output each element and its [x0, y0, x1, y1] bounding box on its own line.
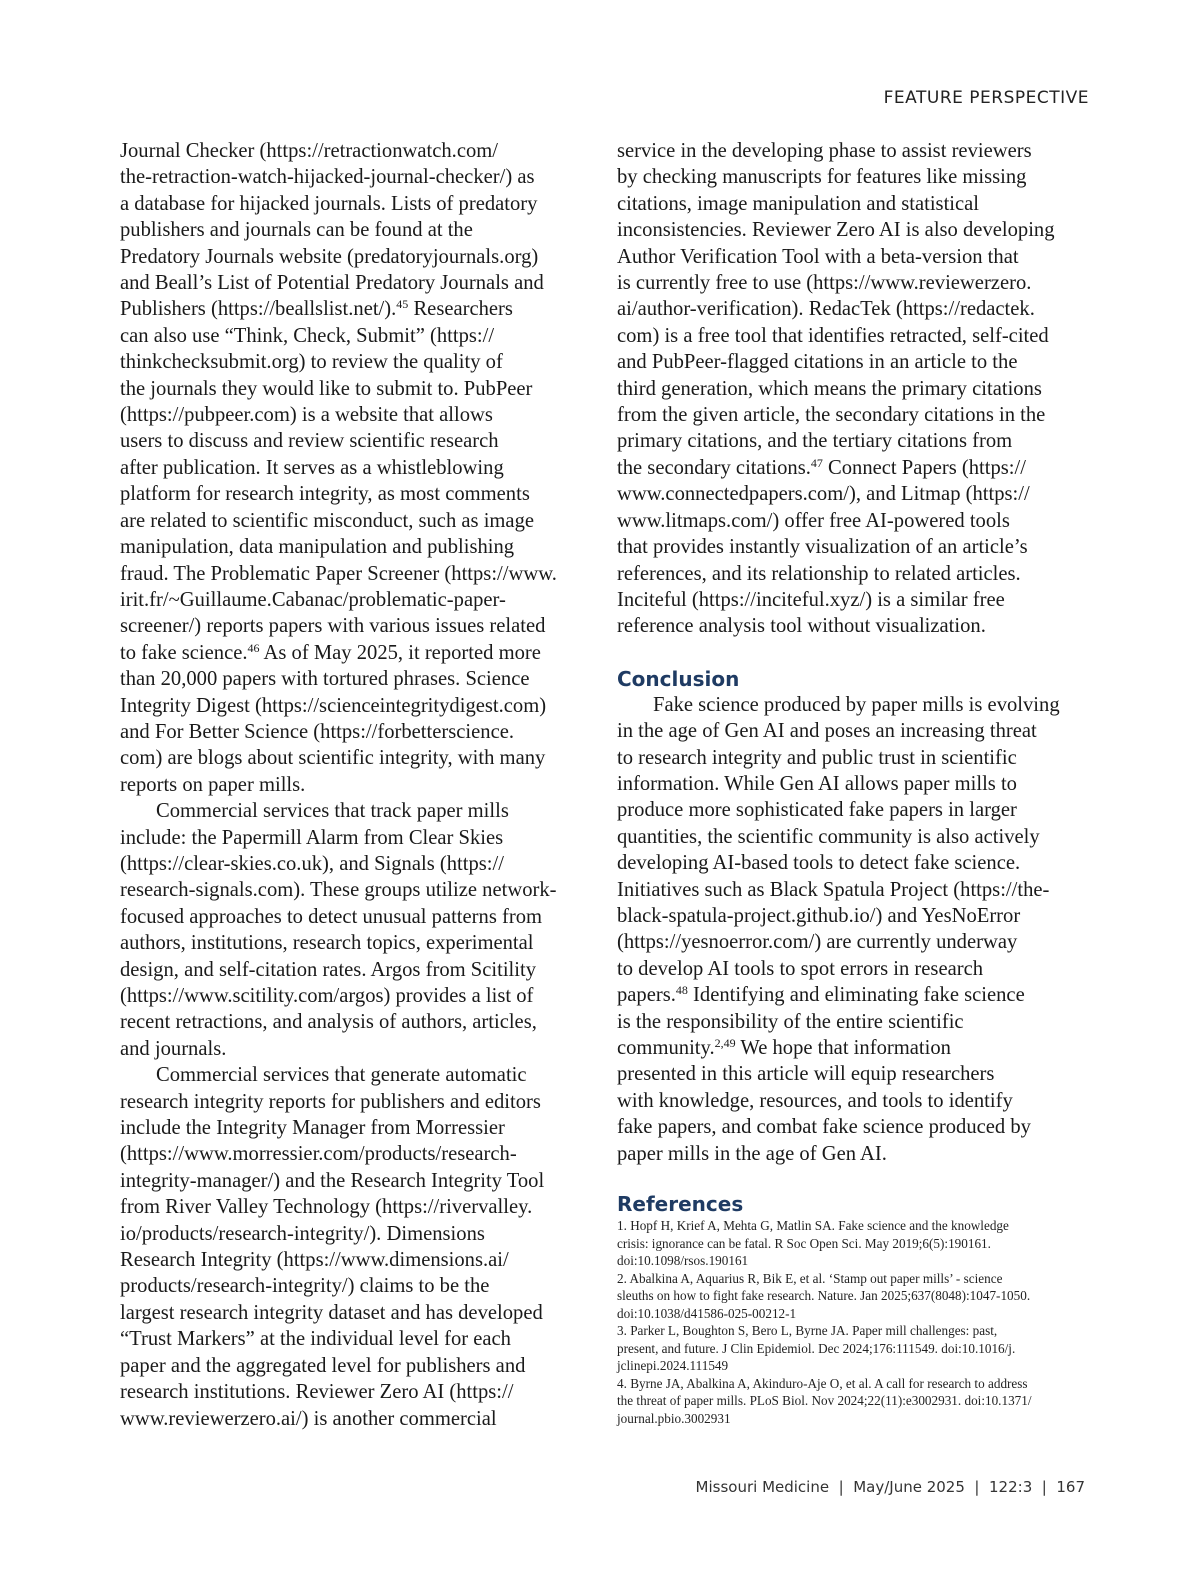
citation-sup: 2,49 [714, 1036, 736, 1050]
section-label: FEATURE PERSPECTIVE [883, 88, 1089, 108]
text: Fake science produced by paper mills is evolving in the age of Gen AI and poses an increasing threat to research integrity and public trust in scientific information. While Gen AI allows paper mills to produce more sophisticated fake papers in larger quantities, the scientific community is also actively developing AI-based tools to detect fake science. Initiatives such as Black Spatula Project (https://the- black-spatula-project.github.io/) and YesNoError (https://yesnoerror.com/) are currently underway to develop AI tools to spot errors in research papers. [617, 693, 1060, 1007]
citation-sup: 46 [247, 640, 260, 655]
text: Identifying and eliminating fake science is the responsibility of the entire scientific community. [617, 984, 1025, 1059]
paragraph-commercial-reports: Commercial services that generate automatic research integrity reports for publishers and editors include the Integrity Manager from Morressier (https://www.morressier.com/products/research- integrity-manager/) and the Research Integrity Tool from River Valley Technology (https://rivervalley. io/products/research-integrity/). Dimensions Research Integrity (https://www.dimensions.ai/ products/research-integrity/) claims to be the largest research integrity dataset and has developed “Trust Markers” at the individual level for each paper and the aggregated level for publishers and research institutions. Reviewer Zero AI (https:// www.reviewerzero.ai/) is another commercial [120, 1064, 545, 1430]
citation-sup: 47 [810, 455, 823, 470]
footer-citation: Missouri Medicine | May/June 2025 | 122:3 | 167 [695, 1478, 1085, 1496]
reference-item: 1. Hopf H, Krief A, Mehta G, Matlin SA. Fake science and the knowledge crisis: ignorance can be fatal. R Soc Open Sci. May 2019;6(5):190161. doi:10.1098/rsos.190161 [617, 1218, 1009, 1269]
conclusion-heading: Conclusion [617, 666, 740, 691]
paragraph-hijacked-journals [120, 138, 580, 798]
citation-sup: 48 [675, 983, 688, 998]
text: Researchers can also use “Think, Check, Submit” (https:// thinkchecksubmit.org) to review the quality of the journals they would like to submit to. PubPeer (https://pubpeer.com) is a website that allows users to discuss and review scientific research after publication. It serves as a whistleblowing platform for research integrity, as most comments are related to scientific misconduct, such as image manipulation, data manipulation and publishing fraud. The Problematic Paper Screener (https://www. irit.fr/~Guillaume.Cabanac/problematic-paper- screener/) reports papers with various issues related to fake science. [120, 298, 557, 664]
paragraph-conclusion [617, 692, 1067, 1167]
text: As of May 2025, it reported more than 20,000 papers with tortured phrases. Science Integrity Digest (https://scienceintegritydigest.com) and For Better Science (https://forbetterscience. com) are blogs about scientific integrity, with many reports on paper mills. [120, 641, 547, 796]
reference-item: 3. Parker L, Boughton S, Bero L, Byrne JA. Paper mill challenges: past, present, and future. J Clin Epidemiol. Dec 2024;176:111549. doi:10.1016/j. jclinepi.2024.111549 [617, 1323, 1016, 1374]
references-heading: References [617, 1192, 744, 1217]
text: We hope that information presented in this article will equip researchers with knowledge, resources, and tools to identify fake papers, and combat fake science produced by paper mills in the age of Gen AI. [617, 1037, 1031, 1165]
paragraph-commercial-tracking: Commercial services that track paper mills include: the Papermill Alarm from Clear Skies (https://clear-skies.co.uk), and Signals (https:// research-signals.com). These groups utilize network- focused approaches to detect unusual patterns from authors, institutions, research topics, experimental design, and self-citation rates. Argos from Scitility (https://www.scitility.com/argos) provides a list of recent retractions, and analysis of authors, articles, and journals. [120, 800, 557, 1060]
left-column [120, 138, 580, 1432]
text: Connect Papers (https:// www.connectedpapers.com/), and Litmap (https:// www.litmaps.com/) offer free AI-powered tools that provides instantly visualization of an article’s references, and its relationship to related articles. Inciteful (https://inciteful.xyz/) is a similar free reference analysis tool without visualization. [617, 456, 1030, 638]
text: Journal Checker (https://retractionwatch.com/ the-retraction-watch-hijacked-journal-checker/) as a database for hijacked journals. Lists of predatory publishers and journals can be found at the Predatory Journals website (predatoryjournals.org) and Beall’s List of Potential Predatory Journals and Publishers (https://beallslist.net/). [120, 140, 544, 321]
references-list [617, 1217, 1067, 1427]
text: service in the developing phase to assist reviewers by checking manuscripts for features like missing citations, image manipulation and statistical inconsistencies. Reviewer Zero AI is also developing Author Verification Tool with a beta-version that is currently free to use (https://www.reviewerzero. ai/author-verification). RedacTek (https://redactek. com) is a free tool that identifies retracted, self-cited and PubPeer-flagged citations in an article to the third generation, which means the primary citations from the given article, the secondary citations in the primary citations, and the tertiary citations from the secondary citations. [617, 140, 1055, 479]
reference-item: 4. Byrne JA, Abalkina A, Akinduro-Aje O, et al. A call for research to address the threat of paper mills. PLoS Biol. Nov 2024;22(11):e3002931. doi:10.1371/ journal.pbio.3002931 [617, 1375, 1032, 1426]
citation-sup: 45 [396, 297, 409, 312]
reference-item: 2. Abalkina A, Aquarius R, Bik E, et al. ‘Stamp out paper mills’ - science sleuths on how to fight fake research. Nature. Jan 2025;637(8048):1047-1050. doi:10.1038/d41586-025-00212-1 [617, 1270, 1031, 1321]
right-column [617, 138, 1067, 1427]
paragraph-reviewer-tools [617, 138, 1067, 640]
